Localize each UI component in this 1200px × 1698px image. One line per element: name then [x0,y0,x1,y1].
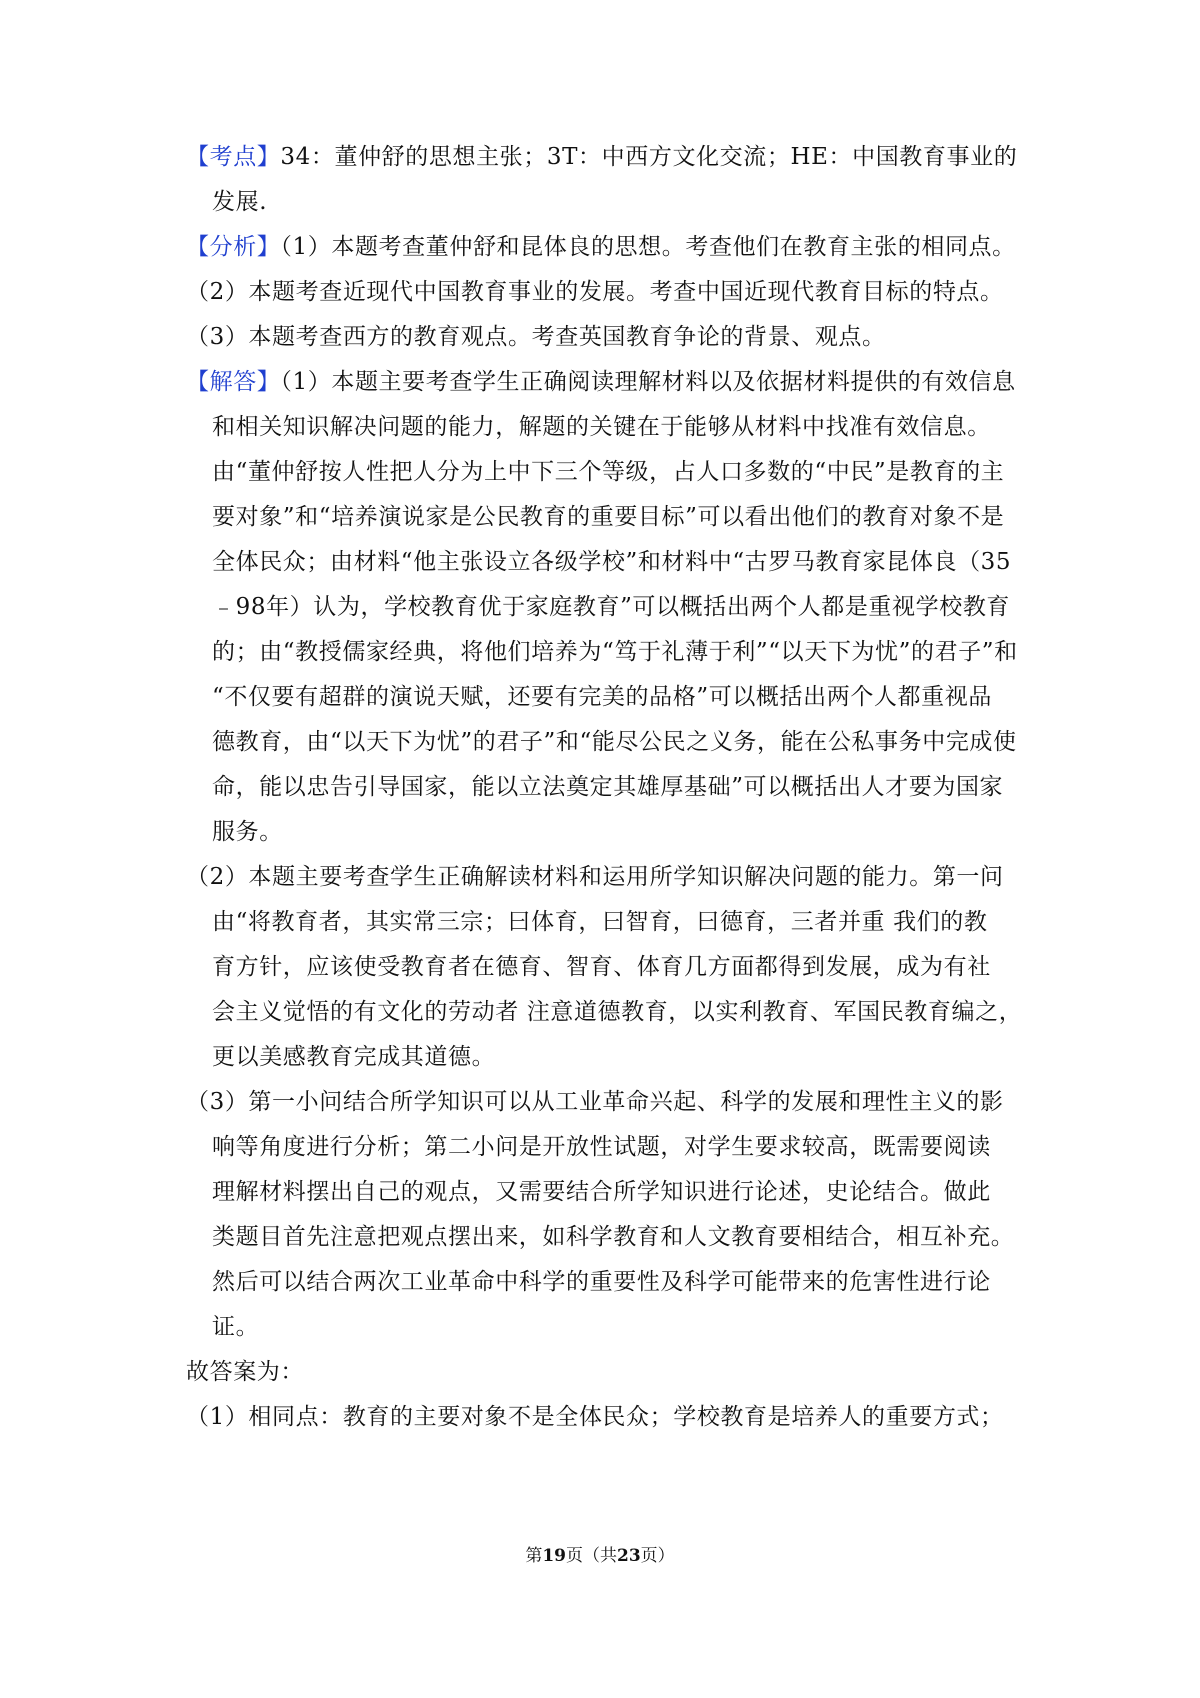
kaodian-tag: 【考点】 [186,144,281,170]
footer-total-pages: 23 [617,1546,641,1566]
jieda-p3-line: 类题目首先注意把观点摆出来，如科学教育和人文教育要相结合，相互补充。 [212,1224,1015,1250]
footer-pre: 第 [525,1546,543,1566]
jieda-p1-line: 服务。 [212,819,283,845]
jieda-p1-line: 和相关知识解决问题的能力，解题的关键在于能够从材料中找准有效信息。 [212,414,991,440]
footer-mid: 页（共 [566,1546,617,1566]
jieda-p3-line: 理解材料摆出自己的观点，又需要结合所学知识进行论述，史论结合。做此 [212,1179,991,1205]
jieda-p1-line: 要对象”和“培养演说家是公民教育的重要目标”可以看出他们的教育对象不是 [212,504,1005,530]
jieda-p3-line: 证。 [212,1314,260,1340]
page-footer [0,1545,1200,1567]
jieda-p1-line: 的；由“教授儒家经典，将他们培养为“笃于礼薄于利”“以天下为忧”的君子”和 [212,639,1018,665]
jieda-p1-line: 命，能以忠告引导国家，能以立法奠定其雄厚基础”可以概括出人才要为国家 [212,774,1004,800]
footer-page-number: 19 [542,1546,566,1566]
kaodian-line-2: 发展. [212,189,268,215]
jieda-p3-line: 然后可以结合两次工业革命中科学的重要性及科学可能带来的危害性进行论 [212,1269,991,1295]
footer-post: 页） [640,1546,675,1566]
jieda-tag: 【解答】 [186,369,281,395]
fenxi-text: （1）本题考查董仲舒和昆体良的思想。考查他们在教育主张的相同点。 [280,234,1016,260]
jieda-p1-line: “不仅要有超群的演说天赋，还要有完美的品格”可以概括出两个人都重视品 [212,684,992,710]
answer-intro: 故答案为： [186,1359,304,1385]
jieda-p1-line: 德教育，由“以天下为忧”的君子”和“能尽公民之义务，能在公私事务中完成使 [212,729,1017,755]
jieda-p1-line: 由“董仲舒按人性把人分为上中下三个等级，占人口多数的“中民”是教育的主 [212,459,1005,485]
jieda-text: （1）本题主要考查学生正确阅读理解材料以及依据材料提供的有效信息 [280,369,1016,395]
answer-line-1: （1）相同点：教育的主要对象不是全体民众；学校教育是培养人的重要方式； [186,1404,1004,1430]
fenxi-tag: 【分析】 [186,234,281,260]
fenxi-line-2: （2）本题考查近现代中国教育事业的发展。考查中国近现代教育目标的特点。 [186,279,1004,305]
jieda-line-1 [186,366,1016,398]
jieda-p3-line: （3）第一小问结合所学知识可以从工业革命兴起、科学的发展和理性主义的影 [186,1089,1004,1115]
fenxi-line-3: （3）本题考查西方的教育观点。考查英国教育争论的背景、观点。 [186,324,886,350]
fenxi-line-1 [186,231,1016,263]
jieda-p1-line: ﹣98年）认为，学校教育优于家庭教育”可以概括出两个人都是重视学校教育 [212,594,1011,620]
jieda-p2-line: 由“将教育者，其实常三宗；曰体育，曰智育，曰德育，三者并重 我们的教 [212,909,988,935]
jieda-p2-line: 育方针，应该使受教育者在德育、智育、体育几方面都得到发展，成为有社 [212,954,991,980]
jieda-p1-line: 全体民众；由材料“他主张设立各级学校”和材料中“古罗马教育家昆体良（35 [212,549,1012,575]
kaodian-line-1 [186,141,1017,173]
jieda-p2-line: （2）本题主要考查学生正确解读材料和运用所学知识解决问题的能力。第一问 [186,864,1004,890]
jieda-p3-line: 响等角度进行分析；第二小问是开放性试题，对学生要求较高，既需要阅读 [212,1134,991,1160]
kaodian-text: 34：董仲舒的思想主张；3T：中西方文化交流；HE：中国教育事业的 [280,144,1018,170]
jieda-p2-line: 更以美感教育完成其道德。 [212,1044,496,1070]
jieda-p2-line: 会主义觉悟的有文化的劳动者 注意道德教育，以实利教育、军国民教育编之， [212,999,1023,1025]
